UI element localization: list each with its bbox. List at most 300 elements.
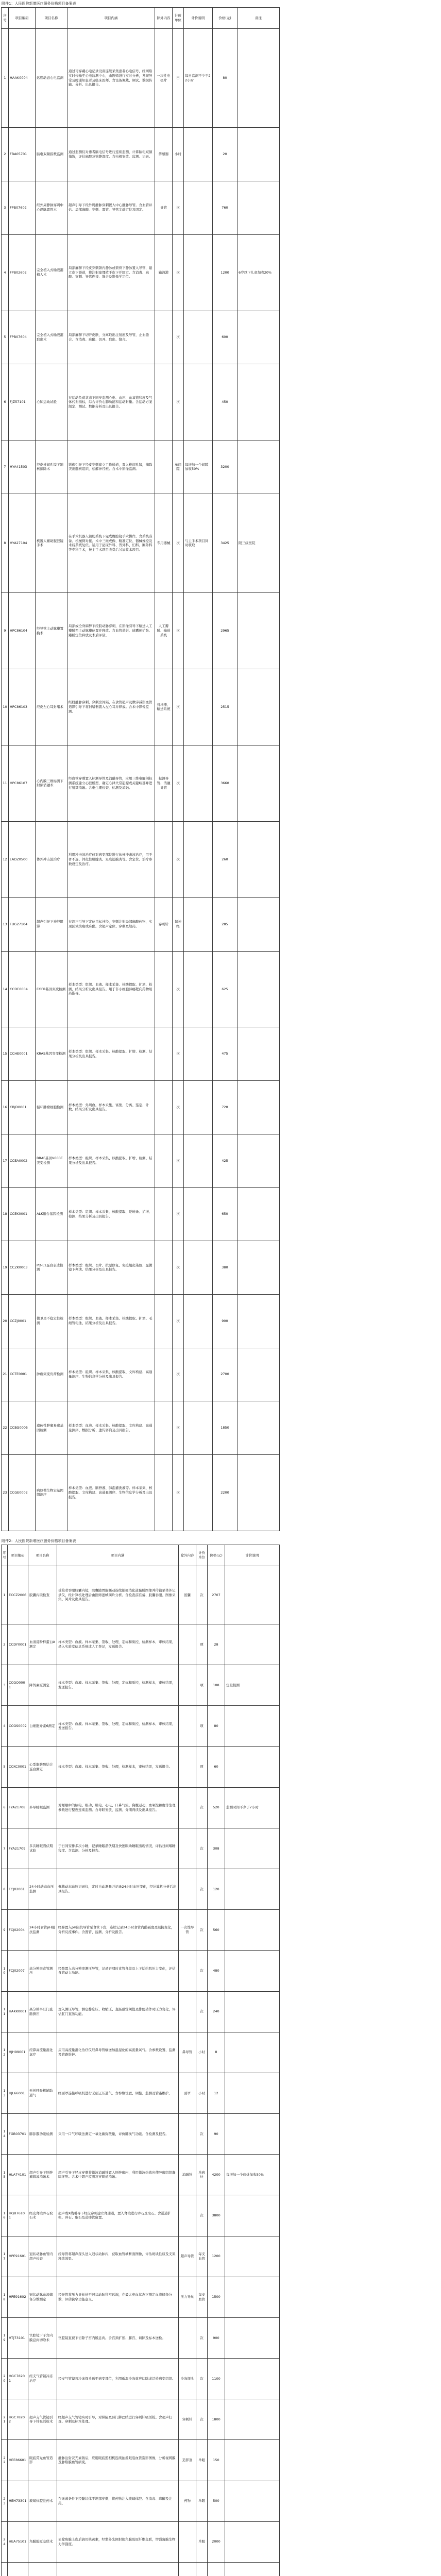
header-item-content: 项目内涵: [57, 1545, 179, 1566]
pricing-note: [184, 1401, 213, 1455]
page-title: 附件2：人民医院新增医疗服务价格项目备案表: [2, 1539, 76, 1543]
table-row: [2, 1910, 280, 1951]
excluded-content: [155, 440, 173, 494]
pricing-note: [184, 897, 213, 951]
pricing-note: [225, 2032, 280, 2073]
table-header: [2, 1545, 280, 1566]
price: 1500: [208, 2277, 225, 2317]
item-code: HYA41503: [9, 440, 36, 494]
item-name: 眼底荧光血管造影: [28, 2440, 57, 2481]
header-row-number: 序号: [2, 8, 9, 29]
row-number: 3: [2, 1665, 8, 1706]
price: 90: [208, 2114, 225, 2155]
header-row-number: 序号: [2, 1545, 8, 1566]
remark: [238, 669, 280, 745]
excluded-content: [155, 951, 173, 1027]
pricing-unit: 次: [196, 2114, 208, 2155]
table-row: [2, 2236, 280, 2277]
item-code: HAKK0001: [8, 1991, 28, 2032]
item-name: 玻璃体腔注药术: [28, 2481, 57, 2521]
table-row: [2, 2277, 280, 2317]
item-content: 超声引导下经外周静脉穿刺置入中心静脉导管。含血管评估、局部麻醉、穿刺、置管、导管尖端定位及固定。: [67, 181, 155, 234]
item-content: 利用冲击波治疗仪对病变部位进行体外冲击波治疗，用于骨不连、钙化性肌腱炎、足底筋膜炎等。含定位、治疗参数设定及治疗。: [67, 821, 155, 897]
remark: [238, 1027, 280, 1081]
row-number: 14: [2, 2114, 8, 2155]
item-name: 经外周静脉穿刺中心静脉置管术: [36, 181, 67, 234]
item-code: CCGS0002: [8, 1706, 28, 1747]
item-code: FPB02602: [9, 234, 36, 311]
row-number: 10: [2, 669, 9, 745]
excluded-content: 导管: [155, 181, 173, 234]
header-excluded-content: 除外内容: [179, 1545, 196, 1566]
excluded-content: [155, 1027, 173, 1081]
excluded-content: [179, 1828, 196, 1869]
remark: [238, 29, 280, 128]
pricing-note: [184, 593, 213, 669]
item-name: 经皮肾镜碎石取石术: [28, 2195, 57, 2236]
excluded-content: 消融针: [179, 2155, 196, 2195]
pricing-unit: 日: [173, 29, 184, 128]
price: 240: [208, 1991, 225, 2032]
pricing-note: [225, 2236, 280, 2277]
pricing-unit: 次: [173, 1401, 184, 1455]
remark: [238, 593, 280, 669]
row-number: 9: [2, 1910, 8, 1951]
pricing-note: [225, 2521, 280, 2562]
pricing-note: [225, 1991, 280, 2032]
item-content: 在超声引导下定位目标神经，穿刺注射局部麻醉药物，实现区域镇痛或麻醉。含超声定位、穿刺及给药。: [67, 897, 155, 951]
remark: [238, 821, 280, 897]
item-name: 冠状动脉血管内超声检查: [28, 2236, 57, 2277]
pricing-note: [225, 1869, 280, 1910]
price: 450: [213, 364, 238, 440]
row-number: 20: [2, 1294, 9, 1348]
item-name: 高分辨率食管测压: [28, 1951, 57, 1991]
excluded-content: [155, 1188, 173, 1241]
item-name: 经皮椎间孔镜下髓核摘除术: [36, 440, 67, 494]
table-row: [2, 1951, 280, 1991]
item-name: 经支气管镜冷冻治疗: [28, 2359, 57, 2399]
price: 2965: [213, 593, 238, 669]
row-number: 8: [2, 1869, 8, 1910]
pricing-unit: 每支血管: [196, 2236, 208, 2277]
table-row: [2, 951, 280, 1027]
row-number: 1: [2, 29, 9, 128]
pricing-unit: 次: [173, 1134, 184, 1188]
pricing-note: [184, 1081, 213, 1134]
item-name: 胶囊内镜检查: [28, 1566, 57, 1624]
price: 760: [213, 181, 238, 234]
excluded-content: 面罩: [179, 2073, 196, 2113]
price: 1200: [208, 2236, 225, 2277]
item-content: 在手术机器人辅助系统下完成腹腔镜手术操作。含系统准备、机械臂对接、术中三维成像、精准定位、器械操控及术后系统复位。适用于泌尿外科、普外科、妇科、胸外科等专科手术，按主手术项目收费后另加收本项目。: [67, 494, 155, 592]
pricing-note: [184, 669, 213, 745]
item-content: 在运动负荷状态下同步监测心电、血压、血氧饱和度及气体代谢指标，综合评价心肺功能和运动耐量。含运动方案制定、测试、数据分析及出具报告。: [67, 364, 155, 440]
item-name: 降钙素原测定: [28, 1665, 57, 1706]
excluded-content: [155, 1134, 173, 1188]
pricing-unit: 小时: [173, 128, 184, 181]
row-number: 23: [2, 1454, 9, 1531]
item-content: 样本类型：组织。样本采集、核酸提取、扩增、检测、结果分析及出具报告。: [67, 1027, 155, 1081]
price: 2707: [208, 1566, 225, 1624]
pricing-unit: 次: [196, 1787, 208, 1828]
pricing-unit: 次: [196, 1910, 208, 1951]
item-content: 样本类型：外周血。样本采集、富集、分离、鉴定、计数、结果分析及出具报告。: [67, 1081, 155, 1134]
item-content: 应用高流量湿化治疗仪经鼻导管输送加温湿化的高流量氧气。含参数设置、监测及管路维护。: [57, 2032, 179, 2073]
table-row: [2, 2317, 280, 2358]
row-number: 12: [2, 821, 9, 897]
item-name: 24小时动态血压监测: [28, 1869, 57, 1910]
item-content: 去除角膜上皮后滴用核黄素，经紫外光照射使角膜胶原纤维交联，增强角膜生物力学强度。: [57, 2521, 179, 2562]
item-name: PD-L1蛋白表达检测: [36, 1241, 67, 1295]
excluded-content: [179, 1951, 196, 1991]
item-content: 超声引导下经皮穿刺将微波消融针置入肝肿瘤内，利用微波热效应使肿瘤组织凝固坏死。含术中超声监测及穿刺道消融。: [57, 2155, 179, 2195]
item-name: 脑电双频指数监测: [36, 128, 67, 181]
row-number: 19: [2, 2317, 8, 2358]
table-row: [2, 2562, 280, 2576]
item-content: 经导管将压力导丝送至冠状动脉狭窄远端，在最大充血状态下测定血流储备分数，评估狭窄功能意义。: [57, 2277, 179, 2317]
excluded-content: [155, 821, 173, 897]
remark: [238, 897, 280, 951]
table-row: [2, 2195, 280, 2236]
price: 4200: [208, 2155, 225, 2195]
item-code: CBJD0001: [9, 1081, 36, 1134]
item-code: CCZK0003: [9, 1241, 36, 1295]
item-code: CCBG0005: [9, 1401, 36, 1455]
item-code: FCJ02004: [8, 1910, 28, 1951]
item-code: CCTE0001: [9, 1348, 36, 1401]
item-name: EGFR基因突变检测: [36, 951, 67, 1027]
price: 500: [208, 2481, 225, 2521]
pricing-note: [225, 2317, 280, 2358]
remark: [238, 1454, 280, 1531]
item-code: CCGO0001: [8, 1665, 28, 1706]
price: 600: [213, 311, 238, 364]
excluded-content: 穿刺针: [179, 2399, 196, 2440]
table-row: [2, 1624, 280, 1665]
excluded-content: 药物: [179, 2481, 196, 2521]
item-name: 机器人辅助腹腔镜手术: [36, 494, 67, 592]
pricing-note: [184, 745, 213, 821]
table-row: [2, 1027, 280, 1081]
pricing-note: 与主手术项目同时收取: [184, 494, 213, 592]
pricing-unit: 小时: [196, 2032, 208, 2073]
table-row: [2, 128, 280, 181]
table-row: [2, 1869, 280, 1910]
row-number: 3: [2, 181, 9, 234]
table-row: [2, 1747, 280, 1787]
pricing-unit: 次: [173, 311, 184, 364]
item-code: FYA21708: [8, 1787, 28, 1828]
item-content: 样本类型：组织、血液。样本采集、核酸提取、扩增、毛细管电泳、结果分析及出具报告。: [67, 1294, 155, 1348]
excluded-content: 一次性电极片: [155, 29, 173, 128]
price: 1100: [208, 2359, 225, 2399]
pricing-note: [225, 2073, 280, 2113]
row-number: 19: [2, 1241, 9, 1295]
pricing-unit: 次: [173, 1081, 184, 1134]
excluded-content: [179, 1991, 196, 2032]
excluded-content: [155, 1081, 173, 1134]
pricing-note: [184, 1294, 213, 1348]
pricing-unit: 次: [173, 494, 184, 592]
pricing-note: [184, 311, 213, 364]
item-name: 循环肿瘤细胞检测: [36, 1081, 67, 1134]
table-row: [2, 1081, 280, 1134]
item-code: HEH73301: [8, 2481, 28, 2521]
excluded-content: 穿刺针: [155, 897, 173, 951]
item-code: FPB07604: [9, 311, 36, 364]
item-content: 样本类型：血液。样本采集、签收、处理，定标和质控，检测样本，审核结果，发送报告。: [57, 1706, 179, 1747]
item-name: KRAS基因突变检测: [36, 1027, 67, 1081]
price: 380: [213, 1241, 238, 1295]
row-number: 16: [2, 1081, 9, 1134]
table-row: [2, 494, 280, 592]
item-content: 样本类型：血液。样本采集、签收、处理，检测样本，审核结果，发送报告。: [57, 1747, 179, 1787]
item-code: HJL66001: [8, 2073, 28, 2113]
row-number: 11: [2, 1991, 8, 2032]
pricing-note: [225, 2440, 280, 2481]
pricing-unit: 次: [173, 1027, 184, 1081]
item-code: HPC86104: [9, 593, 36, 669]
price: 3800: [208, 2195, 225, 2236]
price: 120: [208, 1869, 225, 1910]
document-page-2: [0, 1537, 441, 2576]
header-item-code: 项目编码: [9, 8, 36, 29]
row-number: 18: [2, 2277, 8, 2317]
pricing-unit: 次: [196, 1828, 208, 1869]
row-number: 5: [2, 1747, 8, 1787]
row-number: 18: [2, 1188, 9, 1241]
item-name: 心型脂肪酸结合蛋白测定: [28, 1747, 57, 1787]
item-content: 在无菌条件下经睫状体平坦部穿刺，将药物注入玻璃体腔。含消毒、麻醉及注药。: [57, 2481, 179, 2521]
price: 308: [208, 1828, 225, 1869]
item-content: 样本类型：组织。切片、抗原修复、免疫组化染色、显微镜下判读、结果分析及出具报告。: [67, 1241, 155, 1295]
item-content: 样本类型：组织。样本采集、核酸提取、扩增、检测、结果分析及出具报告。: [67, 1134, 155, 1188]
remark: [238, 1241, 280, 1295]
remark: [238, 1348, 280, 1401]
item-code: FGB03701: [8, 2114, 28, 2155]
price: 12: [208, 2073, 225, 2113]
excluded-content: [179, 2114, 196, 2155]
price: 2000: [208, 2521, 225, 2562]
pricing-note: [225, 1706, 280, 1747]
pricing-note: [184, 821, 213, 897]
item-code: FBA05701: [9, 128, 36, 181]
row-number: 6: [2, 364, 9, 440]
remark: [238, 1401, 280, 1455]
item-content: 经股静脉穿刺，穿刺房间隔，在食管超声及数字减影血管造影引导下将封堵器置入左心耳并释放。含术中影像监测。: [67, 669, 155, 745]
pricing-unit: 单眼: [196, 2481, 208, 2521]
price: 475: [213, 1027, 238, 1081]
item-name: BRAF基因V600E突变检测: [36, 1134, 67, 1188]
excluded-content: [179, 2521, 196, 2562]
item-name: 血清淀粉样蛋白A测定: [28, 1624, 57, 1665]
excluded-content: [179, 2317, 196, 2358]
pricing-unit: 次: [173, 1454, 184, 1531]
price: [208, 2562, 225, 2576]
table-row: [2, 1828, 280, 1869]
row-number: 16: [2, 2195, 8, 2236]
excluded-content: [179, 1869, 196, 1910]
item-content: 样本类型：组织。样本采集、核酸提取、文库构建、高通量测序、生物信息学分析及出具报告。: [67, 1348, 155, 1401]
item-content: 通过监测仪对患者脑电信号进行连续监测，计算脑电双频指数，评估麻醉及镇静深度。含电极安放、监测、记录。: [67, 128, 155, 181]
table-row: [2, 1134, 280, 1188]
row-number: [2, 2562, 8, 2576]
excluded-content: 一次性导管: [179, 1910, 196, 1951]
pricing-unit: 单间隙: [173, 440, 184, 494]
price-table-2: [1, 1545, 280, 2576]
pricing-note: [225, 2277, 280, 2317]
item-name: 24小时食管pH阻抗监测: [28, 1910, 57, 1951]
pricing-unit: 次: [196, 2195, 208, 2236]
item-content: 于日间安排多次小睡，记录睡眠潜伏期及快速眼动睡眠出现情况，评估日间嗜睡程度。含监测、分析及报告。: [57, 1828, 179, 1869]
excluded-content: 胶囊: [179, 1566, 196, 1624]
item-content: 宫腔镜直视下切除子宫内膜息肉。含宫颈扩张、膨宫、切除及标本送检。: [57, 2317, 179, 2358]
item-name: 心内膜三维标测下射频消融术: [36, 745, 67, 821]
table-row: [2, 1706, 280, 1747]
price: 260: [213, 821, 238, 897]
pricing-unit: 单眼: [196, 2440, 208, 2481]
price: 28: [208, 1624, 225, 1665]
price: 80: [213, 29, 238, 128]
row-number: 2: [2, 1624, 8, 1665]
item-name: 无创呼吸机辅助通气: [28, 2073, 57, 2113]
item-code: CCEA0002: [9, 1134, 36, 1188]
table-row: [2, 1294, 280, 1348]
table-row: [2, 440, 280, 494]
pricing-note: [184, 1027, 213, 1081]
item-content: 样本类型：组织、血液。样本采集、核酸提取、扩增、检测、结果分析及出具报告。用于非小细胞肺癌靶向药物用药指导。: [67, 951, 155, 1027]
pricing-unit: 次: [196, 1869, 208, 1910]
remark: 6岁以下儿童加收20%: [238, 234, 280, 311]
pricing-unit: 项: [196, 1624, 208, 1665]
item-code: HAAK0004: [9, 29, 36, 128]
excluded-content: [179, 1706, 196, 1747]
pricing-unit: 次: [173, 745, 184, 821]
item-name: 病原微生物宏基因组测序: [36, 1454, 67, 1531]
item-name: 超声引导下神经阻滞: [36, 897, 67, 951]
item-content: 经导管将超声探头送入冠状动脉内，获取血管横断面图像，评估斑块性质及支架释放效果。: [57, 2236, 179, 2277]
excluded-content: [155, 1454, 173, 1531]
price: 3200: [213, 440, 238, 494]
excluded-content: [155, 1401, 173, 1455]
pricing-unit: 项: [196, 1747, 208, 1787]
excluded-content: 传感器: [155, 128, 173, 181]
remark: [238, 1188, 280, 1241]
item-code: FUG27104: [9, 897, 36, 951]
price: 625: [213, 951, 238, 1027]
price: 2200: [213, 1454, 238, 1531]
item-name: 经鼻高流量湿化氧疗: [28, 2032, 57, 2073]
table-row: [2, 2032, 280, 2073]
pricing-unit: 次: [173, 181, 184, 234]
excluded-content: 鼻导管: [179, 2032, 196, 2073]
page-title: 附件1：人民医院新增医疗服务价格项目备案表: [2, 2, 76, 6]
pricing-note: [184, 1134, 213, 1188]
item-content: 局部麻醉下经皮穿刺颈内静脉或锁骨下静脉置入导管，建立皮下隧道，将注射座埋植于皮下并固定。含消毒、麻醉、穿刺、导管连接、缝合及影像学定位。: [67, 234, 155, 311]
price: 2700: [213, 1348, 238, 1401]
row-number: 13: [2, 2073, 8, 2113]
item-content: 经血管穿刺置入标测导管及消融导管，应用三维电解剖标测系统建立心腔模型，确定心律失常起源或关键峡部并进行射频消融。含电生理检查、标测及消融。: [67, 745, 155, 821]
item-name: 遗传性肿瘤易感基因检测: [36, 1401, 67, 1455]
pricing-note: [225, 1910, 280, 1951]
pricing-unit: 次: [173, 821, 184, 897]
table-row: [2, 29, 280, 128]
excluded-content: [155, 364, 173, 440]
remark: [238, 1294, 280, 1348]
pricing-note: [225, 1951, 280, 1991]
remark: [238, 745, 280, 821]
price-table-1: [1, 7, 280, 1531]
row-number: 22: [2, 1401, 9, 1455]
pricing-note: [184, 128, 213, 181]
item-code: FCJ02007: [8, 1951, 28, 1991]
item-code: HGC78201: [8, 2359, 28, 2399]
pricing-unit: 次: [196, 1566, 208, 1624]
row-number: 8: [2, 494, 9, 592]
row-number: 17: [2, 2236, 8, 2277]
price: 108: [208, 1665, 225, 1706]
pricing-note: [184, 181, 213, 234]
item-name: 角膜胶原交联术: [28, 2521, 57, 2562]
row-number: 1: [2, 1566, 8, 1624]
item-content: 采用一口气呼吸法测定一氧化碳弥散量，评价肺换气功能。含检测及报告。: [57, 2114, 179, 2155]
item-code: [8, 2562, 28, 2576]
excluded-content: [179, 1787, 196, 1828]
header-item-name: 项目名称: [36, 8, 67, 29]
item-content: 经鼻置入pH阻抗导管至食管下段，连续记录24小时食管内酸碱度及阻抗变化，分析反流事件。含置管、监测、分析及报告。: [57, 1910, 179, 1951]
excluded-content: [179, 1624, 196, 1665]
remark: [238, 181, 280, 234]
remark: [238, 951, 280, 1027]
item-code: CCZJ0001: [9, 1294, 36, 1348]
table-row: [2, 364, 280, 440]
item-code: FJZ57101: [9, 364, 36, 440]
item-code: HPC86107: [9, 745, 36, 821]
pricing-unit: 次: [173, 593, 184, 669]
pricing-note: [225, 2114, 280, 2155]
item-code: CCHE0001: [9, 1027, 36, 1081]
table-row: [2, 2155, 280, 2195]
item-code: CCDE0004: [9, 951, 36, 1027]
excluded-content: [155, 311, 173, 364]
price: 285: [213, 897, 238, 951]
pricing-note: [225, 1747, 280, 1787]
pricing-unit: 次: [173, 234, 184, 311]
header-remark: 备注: [238, 8, 280, 29]
row-number: 9: [2, 593, 9, 669]
price: 425: [213, 1134, 238, 1188]
item-code: CCGE0002: [9, 1454, 36, 1531]
table-row: [2, 2521, 280, 2562]
remark: 限三级医院: [238, 494, 280, 592]
row-number: 12: [2, 2032, 8, 2073]
pricing-unit: 次: [196, 1951, 208, 1991]
table-row: [2, 1348, 280, 1401]
table-row: [2, 2359, 280, 2399]
item-content: 经鼻置入高分辨率测压导管，记录吞咽时食管各段及上下括约肌压力变化，评估食管动力功能。: [57, 1951, 179, 1991]
table-row: [2, 1188, 280, 1241]
item-content: 局部麻醉下切开皮肤，分离取出注射座及导管，止血缝合。含消毒、麻醉、切开、取出、缝合。: [67, 311, 155, 364]
item-code: CCKC0001: [8, 1747, 28, 1787]
row-number: 17: [2, 1134, 9, 1188]
excluded-content: [179, 2195, 196, 2236]
price: 560: [208, 1910, 225, 1951]
excluded-content: 超声导管: [179, 2236, 196, 2277]
item-content: 对睡眠中的脑电、眼动、肌电、心电、口鼻气流、胸腹运动、血氧饱和度等生理参数进行整夜连续监测。含导联安放、监测、分期判读及出具报告。: [57, 1787, 179, 1828]
remark: [238, 440, 280, 494]
item-name: 完全植入式输液港取出术: [36, 311, 67, 364]
